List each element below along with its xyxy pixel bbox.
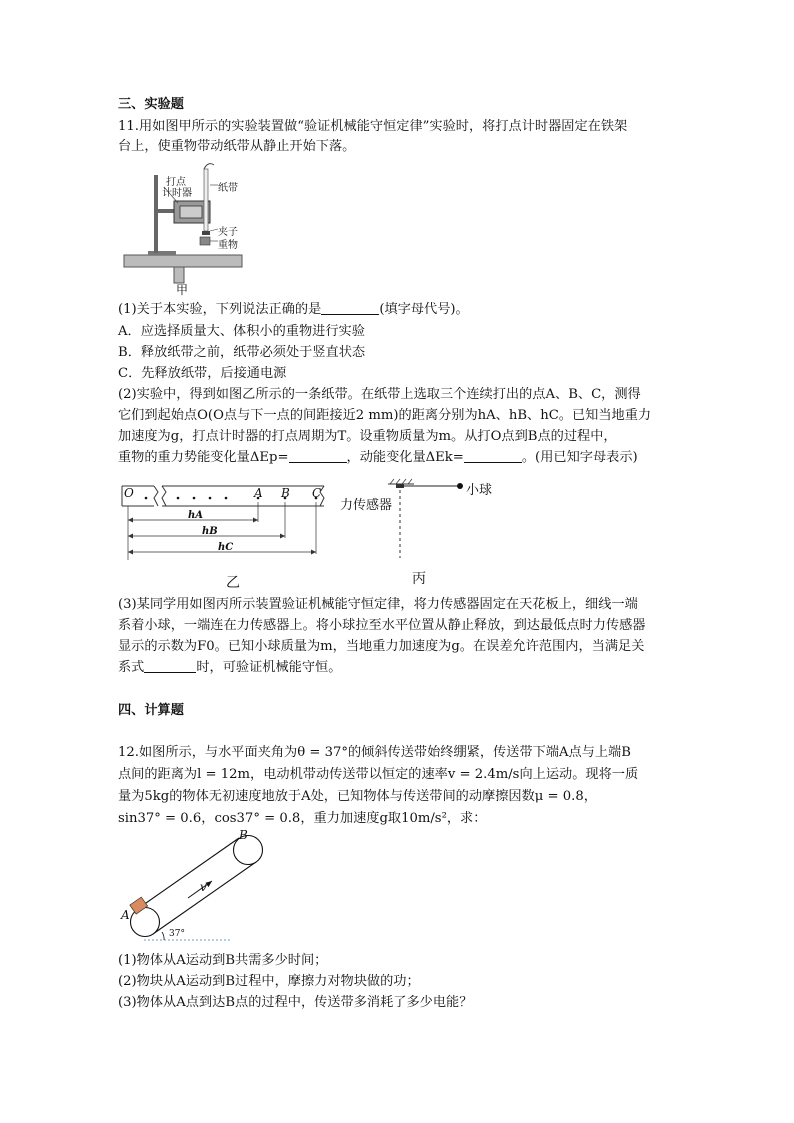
answer-blank-3[interactable] [464,450,522,463]
q12-sub1: (1)物体从A运动到B共需多少时间； [118,953,328,968]
q11-part1-stem-b: (填字母代号)。 [379,302,469,317]
tape-point-c: C [312,486,322,500]
label-force-sensor: 力传感器 [340,498,393,513]
q11-part3-line1: (3)某同学用如图丙所示装置验证机械能守恒定律，将力传感器固定在天花板上，细线一端 [118,597,638,612]
q11-option-c: C．先释放纸带，后接通电源 [118,366,287,381]
section-heading-calculation: 四、计算题 [118,703,184,718]
tape-label-hc: hC [218,542,234,553]
figure-jia-apparatus [118,157,248,297]
tape-label-ha: hA [188,510,204,521]
conveyor-velocity-label: v [200,880,207,894]
label-timer-line1: 打点 [166,177,186,188]
conveyor-point-a: A [121,908,130,922]
answer-blank-1[interactable] [321,302,379,315]
q11-part3-line4-a: 系式 [118,660,145,675]
q11-part2-line4-b: ，动能变化量ΔEk= [346,450,464,465]
conveyor-point-b: B [239,828,248,842]
q12-sub2: (2)物块从A运动到B过程中，摩擦力对物块做的功； [118,974,420,989]
answer-blank-2[interactable] [289,450,347,463]
label-tape: 纸带 [218,183,238,194]
q12-stem-line4: sin37° = 0.6，cos37° = 0.8，重力加速度g取10m/s²，求： [118,811,487,826]
conveyor-angle-label: 37° [169,929,185,939]
q11-part1-stem [118,302,469,318]
label-weight: 重物 [218,240,238,251]
q11-option-a: A．应选择质量大、体积小的重物进行实验 [118,324,365,339]
label-ball: 小球 [466,483,493,498]
label-clip: 夹子 [218,227,238,238]
q12-stem-line3: 量为5kg的物体无初速度地放于A处，已知物体与传送带间的动摩擦因数μ = 0.8， [118,789,597,804]
q11-part3-line2: 系着小球，一端连在力传感器上。将小球拉至水平位置从静止释放，到达最低点时力传感器 [118,618,646,633]
tape-label-hb: hB [202,526,218,537]
q11-part2-line3: 加速度为g，打点计时器的打点周期为T。设重物质量为m。从打O点到B点的过程中， [118,429,617,444]
section-heading-experiment: 三、实验题 [118,97,184,112]
q11-part2-line4 [118,450,638,466]
q12-stem-line1: 12.如图所示，与水平面夹角为θ = 37°的倾斜传送带始终绷紧，传送带下端A点与上端B [118,745,631,760]
q12-stem-line2: 点间的距离为l = 12m，电动机带动传送带以恒定的速率v = 2.4m/s向上运动。现将一质 [118,767,639,782]
tape-point-a: A [254,486,263,500]
q11-stem-line1: 11.用如图甲所示的实验装置做“验证机械能守恒定律”实验时，将打点计时器固定在铁架 [118,119,628,134]
label-timer-line2: 计时器 [162,188,192,199]
tape-point-b: B [281,486,290,500]
q11-part3-line4-b: 时，可验证机械能守恒。 [196,660,342,675]
figure-bing-force-sensor [340,476,520,590]
answer-blank-4[interactable] [144,660,196,673]
q12-sub3: (3)物体从A点到达B点的过程中，传送带多消耗了多少电能？ [118,995,473,1010]
q11-part2-line1: (2)实验中，得到如图乙所示的一条纸带。在纸带上选取三个连续打出的点A、B、C，测得 [118,387,641,402]
figure-conveyor-belt [118,828,278,946]
q11-part2-line4-c: 。(用已知字母表示) [521,450,638,465]
conveyor-belt-drawing [118,828,278,946]
q11-part3-line4 [118,660,341,676]
figure-yi-paper-tape [118,480,344,590]
q11-part2-line2: 它们到起始点O(O点与下一点的间距接近2 mm)的距离分别为hA、hB、hC。已知当地重力 [118,408,652,423]
caption-bing: 丙 [412,571,426,587]
caption-jia: 甲 [176,283,189,297]
caption-yi: 乙 [226,575,240,591]
q11-option-b: B．释放纸带之前，纸带必须处于竖直状态 [118,345,366,360]
q11-part2-line4-a: 重物的重力势能变化量ΔEp= [118,450,289,465]
q11-stem-line2: 台上，使重物带动纸带从静止开始下落。 [118,139,356,154]
q11-part1-stem-a: (1)关于本实验，下列说法正确的是 [118,302,322,317]
tape-point-o: O [124,486,134,500]
q11-part3-line3: 显示的示数为F0。已知小球质量为m，当地重力加速度为g。在误差允许范围内，当满足关 [118,639,645,654]
